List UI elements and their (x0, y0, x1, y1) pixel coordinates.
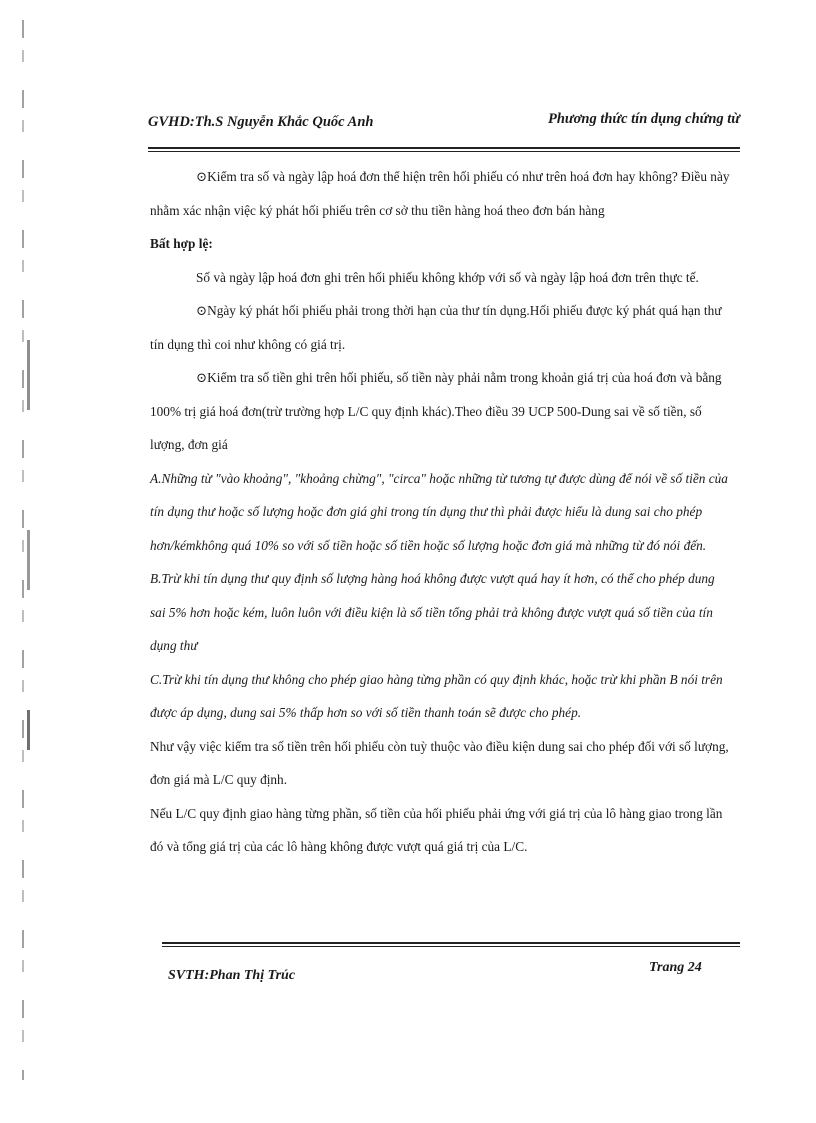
header-rule (148, 147, 740, 149)
header-title: Phương thức tín dụng chứng từ (547, 111, 740, 127)
page-body (150, 160, 730, 864)
paragraph-partial-shipment: Nếu L/C quy định giao hàng từng phần, số tiền của hối phiếu phải ứng với giá trị của lô hàng giao trong lần đó và tổng giá trị của các lô hàng không được vượt quá giá trị của L/C. (150, 805, 723, 854)
page-number: Trang 24 (649, 960, 702, 975)
paragraph-invoice-check: ⊙Kiểm tra số và ngày lập hoá đơn thể hiện trên hối phiếu có như trên hoá đơn hay không? Điều này nhằm xác nhận việc ký phát hối phiếu trên cơ sở thu tiền hàng hoá theo đơn bán hàng (150, 169, 730, 218)
paragraph-invalid-invoice: Số và ngày lập hoá đơn ghi trên hối phiếu không khớp với số và ngày lập hoá đơn trên thực tế. (196, 269, 699, 285)
page-header (148, 111, 740, 138)
header-rule-thin (148, 151, 740, 152)
paragraph-rule-c: C.Trừ khi tín dụng thư không cho phép giao hàng từng phần có quy định khác, hoặc trừ khi phần B nói trên được áp dụng, dung sai 5% thấp hơn so với số tiền thanh toán sẽ được cho phép. (150, 671, 723, 720)
scan-edge-artifact (27, 530, 30, 590)
paragraph-issue-date: ⊙Ngày ký phát hối phiếu phải trong thời hạn của thư tín dụng.Hối phiếu được ký phát quá hạn thư tín dụng thì coi như không có giá trị. (150, 303, 722, 352)
paragraph-rule-a: A.Những từ "vào khoảng", "khoảng chừng", "circa" hoặc những từ tương tự được dùng để nói về số tiền của tín dụng thư hoặc số lượng hoặc đơn giá ghi trong tín dụng thư thì phải được hiểu là dung sai cho phép hơn/kémkhông quá 10% so với số tiền hoặc số tiền hoặc số lượng hoặc đơn giá mà những từ đó nói đến. (150, 470, 728, 553)
scan-edge-artifact (22, 20, 24, 1080)
section-heading-invalid: Bất hợp lệ: (150, 236, 213, 251)
paragraph-tolerance-summary: Như vậy việc kiểm tra số tiền trên hối phiếu còn tuỳ thuộc vào điều kiện dung sai cho phép đối với số lượng, đơn giá mà L/C quy định. (150, 738, 729, 787)
paragraph-amount-check: ⊙Kiểm tra số tiền ghi trên hối phiếu, số tiền này phải nằm trong khoản giá trị của hoá đơn và bằng 100% trị giá hoá đơn(trừ trường hợp L/C quy định khác).Theo điều 39 UCP 500-Dung sai về số tiền, số lượng, đơn giá (150, 370, 722, 452)
footer-rule (162, 942, 740, 944)
footer-student: SVTH:Phan Thị Trúc (168, 968, 296, 983)
scan-edge-artifact (27, 340, 30, 410)
paragraph-rule-b: B.Trừ khi tín dụng thư quy định số lượng hàng hoá không được vượt quá hay ít hơn, có thể cho phép dung sai 5% hơn hoặc kém, luôn luôn với điều kiện là số tiền tổng phải trả không được vượt quá số tiền của tín dụng thư (150, 571, 715, 653)
footer-rule-thin (162, 946, 740, 947)
header-instructor: GVHD:Th.S Nguyễn Khắc Quốc Anh (148, 114, 374, 130)
scan-edge-artifact (27, 710, 30, 750)
